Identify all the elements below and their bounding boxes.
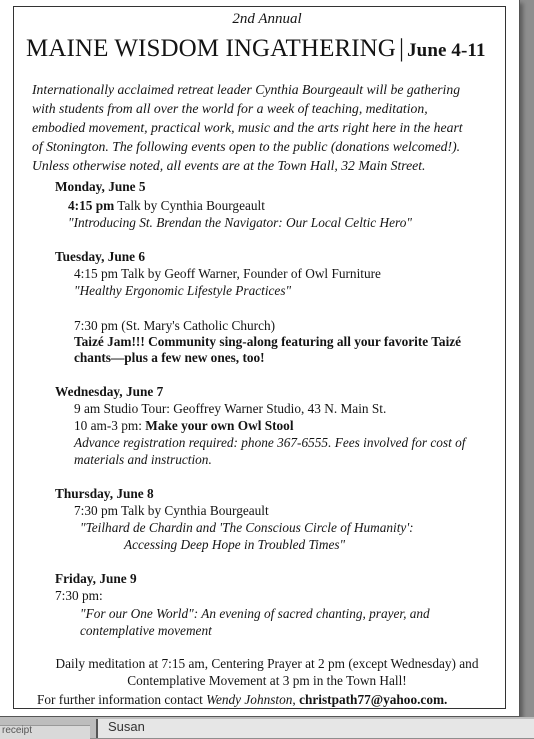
intro-line: Internationally acclaimed retreat leader Cynthia Bourgeault will be gathering [32, 82, 461, 97]
susan-tab-label: Susan [108, 719, 145, 734]
daily-schedule-line1: Daily meditation at 7:15 am, Centering Prayer at 2 pm (except Wednesday) and [55, 656, 479, 671]
wednesday-stool-title: Make your own Owl Stool [145, 418, 294, 433]
friday-time: 7:30 pm: [55, 588, 103, 603]
day-heading-friday: Friday, June 9 [55, 571, 137, 586]
day-heading-tuesday: Tuesday, June 6 [55, 249, 146, 264]
monday-talk [68, 198, 265, 214]
tuesday-quote: "Healthy Ergonomic Lifestyle Practices" [74, 283, 292, 298]
daily-schedule-line2: Contemplative Movement at 3 pm in the Town Hall! [127, 673, 407, 688]
title-dates: June 4-11 [407, 40, 486, 61]
day-heading-wednesday: Wednesday, June 7 [55, 384, 164, 399]
wednesday-note-line1: Advance registration required: phone 367-6555. Fees involved for cost of [74, 435, 466, 450]
wednesday-stool-time: 10 am-3 pm: [74, 418, 146, 433]
contact-separator: , [292, 692, 300, 707]
wednesday-tour: 9 am Studio Tour: Geoffrey Warner Studio, 43 N. Main St. [74, 401, 387, 416]
contact-email: christpath77@yahoo.com. [299, 692, 448, 707]
susan-window-tab[interactable] [96, 719, 534, 738]
tuesday-jam-line1: Taizé Jam!!! Community sing-along featuring all your favorite Taizé [74, 334, 462, 349]
friday-quote-line2: contemplative movement [80, 623, 212, 638]
title-separator: | [398, 35, 405, 62]
friday-quote-line1: "For our One World": An evening of sacred chanting, prayer, and [80, 606, 430, 621]
thursday-quote-line1: "Teilhard de Chardin and 'The Conscious Circle of Humanity': [80, 520, 414, 535]
annual-label: 2nd Annual [232, 11, 302, 27]
intro-line: of Stonington. The following events open to the public (donations welcomed!). [32, 139, 461, 154]
tuesday-evening: 7:30 pm (St. Mary's Catholic Church) [74, 318, 276, 333]
contact-prefix: For further information contact [37, 692, 207, 707]
wednesday-stool [74, 418, 294, 434]
contact-name: Wendy Johnston [206, 692, 293, 707]
thursday-quote-line2: Accessing Deep Hope in Troubled Times" [124, 537, 346, 552]
intro-line: embodied movement, practical work, music and the arts right here in the heart [32, 120, 463, 135]
tuesday-jam-line2: chants—plus a few new ones, too! [74, 350, 265, 365]
receipt-window-tab[interactable] [0, 725, 90, 739]
receipt-tab-label: receipt [2, 725, 33, 736]
title-text: MAINE WISDOM INGATHERING [26, 35, 396, 62]
monday-time: 4:15 pm [68, 198, 115, 213]
thursday-talk: 7:30 pm Talk by Cynthia Bourgeault [74, 503, 269, 518]
intro-line: with students from all over the world for a week of teaching, meditation, [32, 101, 428, 116]
wednesday-note-line2: materials and instruction. [74, 452, 212, 467]
intro-paragraph [32, 80, 463, 175]
tuesday-talk: 4:15 pm Talk by Geoff Warner, Founder of Owl Furniture [74, 266, 381, 281]
contact-line [37, 692, 447, 708]
day-heading-monday: Monday, June 5 [55, 179, 146, 194]
day-heading-thursday: Thursday, June 8 [55, 486, 154, 501]
page-title [26, 35, 486, 63]
monday-talk-text: Talk by Cynthia Bourgeault [114, 198, 265, 213]
intro-line: Unless otherwise noted, all events are at the Town Hall, 32 Main Street. [32, 158, 426, 173]
monday-quote: "Introducing St. Brendan the Navigator: Our Local Celtic Hero" [68, 215, 412, 230]
